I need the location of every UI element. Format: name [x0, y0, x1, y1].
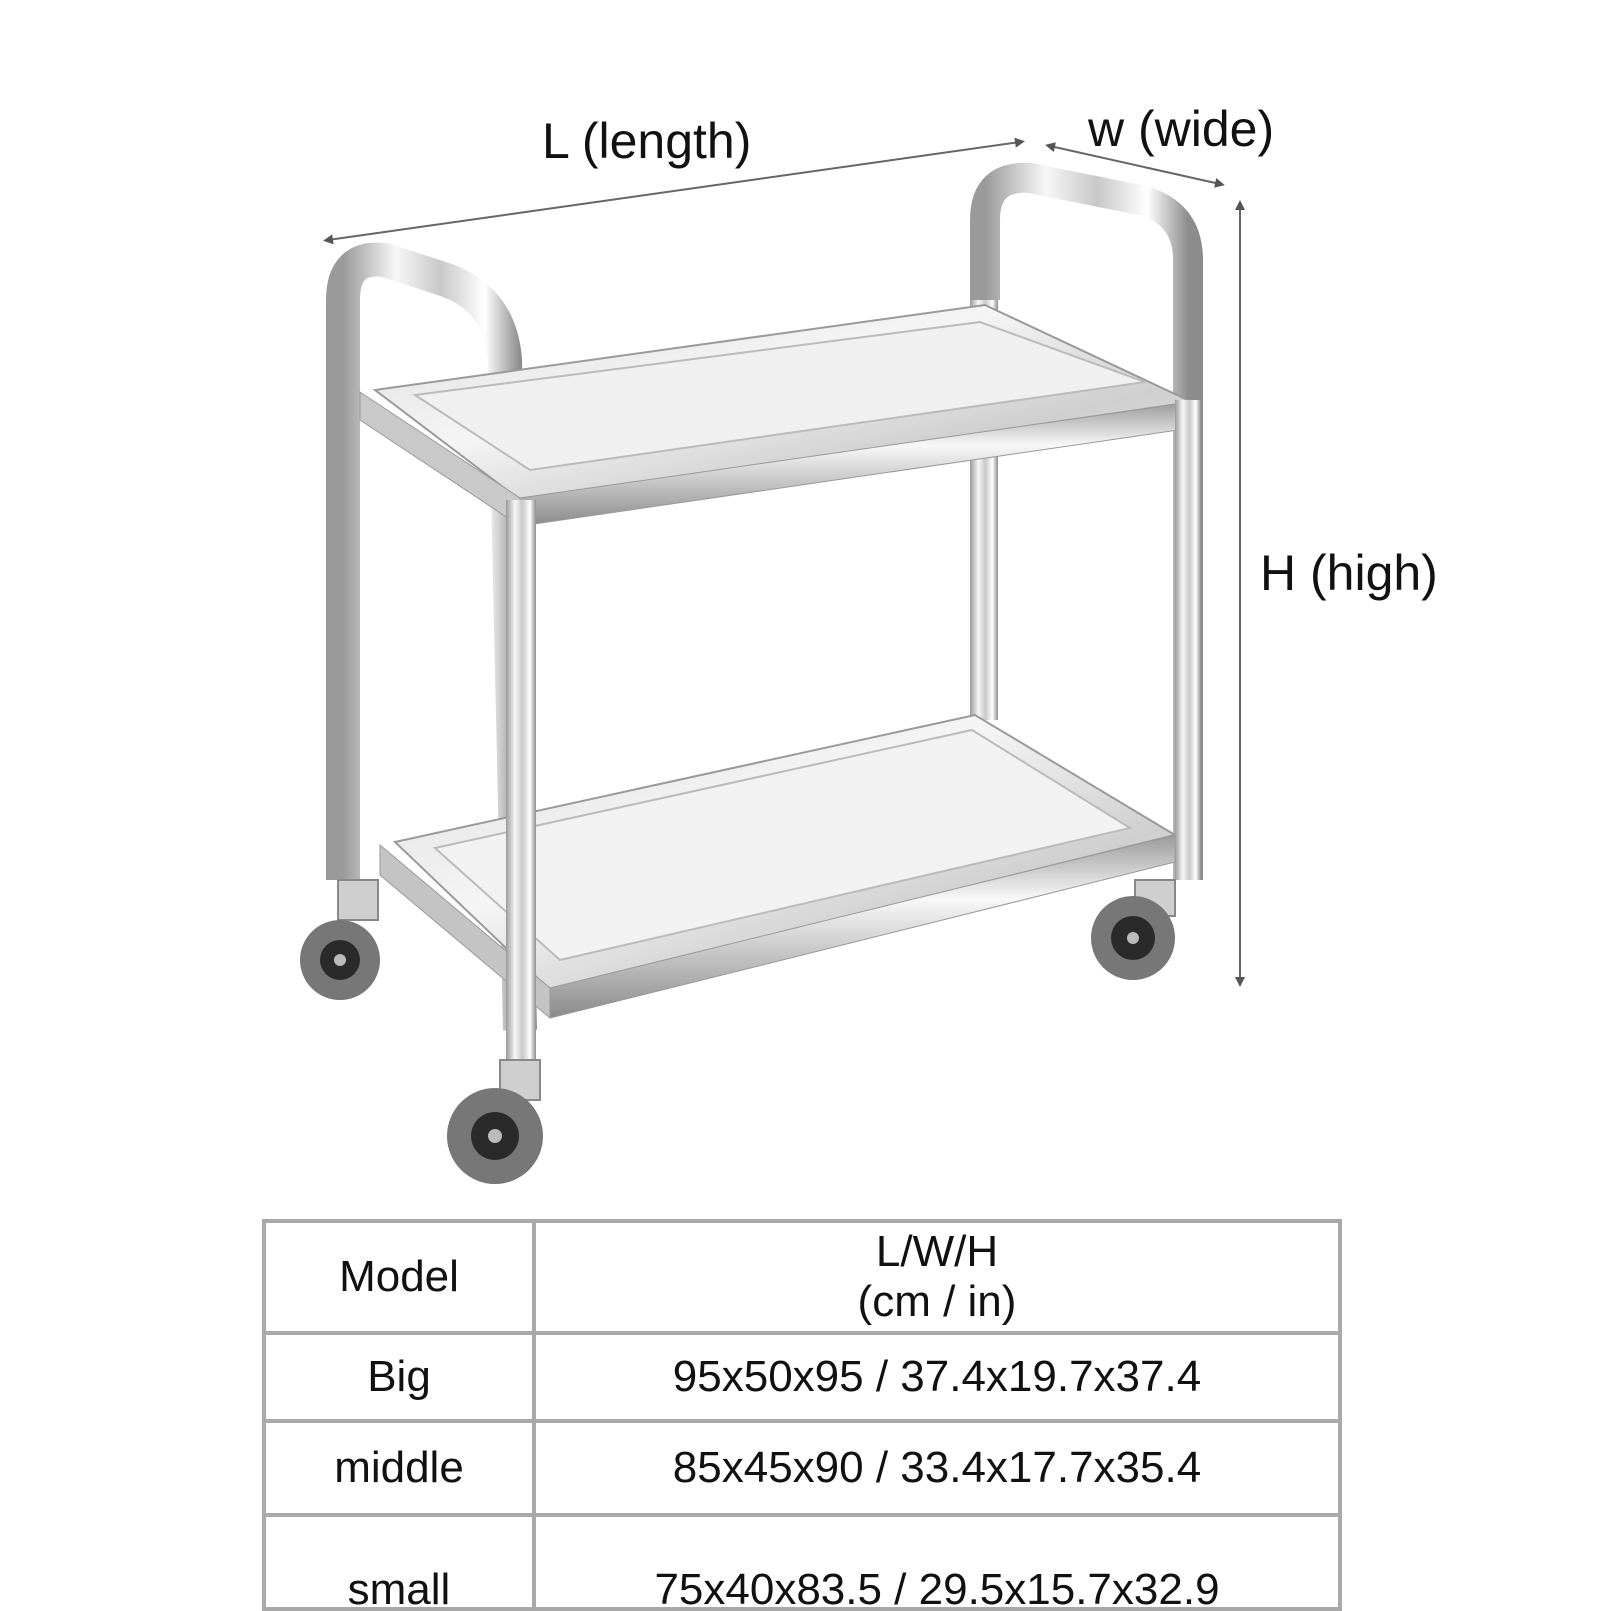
size-cell: 75x40x83.5 / 29.5x15.7x32.9 [534, 1515, 1340, 1609]
caster-wheel [447, 1060, 543, 1184]
header-size: L/W/H (cm / in) [534, 1221, 1340, 1333]
model-cell: middle [264, 1421, 534, 1515]
size-table [262, 1219, 1342, 1611]
width-label: w (wide) [1088, 101, 1275, 157]
size-cell: 85x45x90 / 33.4x17.7x35.4 [534, 1421, 1340, 1515]
model-cell: Big [264, 1333, 534, 1421]
size-cell: 95x50x95 / 37.4x19.7x37.4 [534, 1333, 1340, 1421]
back-right-leg [1175, 400, 1201, 880]
caster-wheel [300, 880, 380, 1000]
table-row [264, 1421, 1340, 1515]
front-right-leg [506, 500, 536, 1060]
length-label: L (length) [542, 113, 752, 169]
table-row [264, 1333, 1340, 1421]
caster-wheel [1091, 880, 1175, 980]
table-header-row [264, 1221, 1340, 1333]
header-model: Model [264, 1221, 534, 1333]
model-cell: small [264, 1515, 534, 1609]
table-row [264, 1515, 1340, 1609]
height-label: H (high) [1260, 545, 1438, 601]
